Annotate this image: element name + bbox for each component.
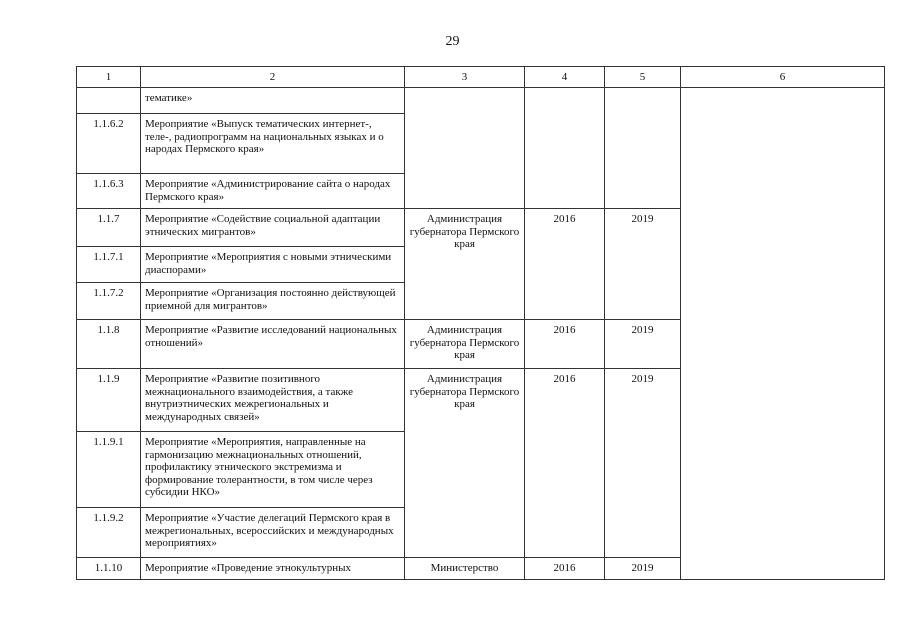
row-text: Мероприятие «Выпуск тематических интернет-, теле-, радиопрограмм на национальных языках и о народах Пермского края»	[141, 114, 405, 174]
row-number: 1.1.6.2	[77, 114, 141, 174]
row-text: Мероприятие «Администрирование сайта о народах Пермского края»	[141, 174, 405, 209]
notes-cell	[681, 88, 885, 580]
row-number: 1.1.7.2	[77, 283, 141, 320]
end-year-cell: 2019	[605, 209, 681, 320]
row-number: 1.1.9.2	[77, 508, 141, 558]
header-cell: 4	[525, 67, 605, 88]
row-number: 1.1.8	[77, 320, 141, 369]
row-number: 1.1.6.3	[77, 174, 141, 209]
start-year-cell: 2016	[525, 369, 605, 558]
row-number	[77, 88, 141, 114]
page-number: 29	[445, 34, 460, 49]
table-header-row	[77, 67, 885, 88]
start-year-cell: 2016	[525, 558, 605, 580]
row-text: Мероприятие «Участие делегаций Пермского края в межрегиональных, всероссийских и международных мероприятиях»	[141, 508, 405, 558]
header-cell: 3	[405, 67, 525, 88]
start-year-cell: 2016	[525, 320, 605, 369]
executor-cell: Администрация губернатора Пермского края	[405, 320, 525, 369]
start-year-cell: 2016	[525, 209, 605, 320]
row-text: тематике»	[141, 88, 405, 114]
header-cell: 5	[605, 67, 681, 88]
row-text: Мероприятие «Развитие позитивного межнационального взаимодействия, а также внутриэтнических межрегиональных и международных связей»	[141, 369, 405, 432]
row-text: Мероприятие «Мероприятия, направленные на гармонизацию межнациональных отношений, профилактику этнического экстремизма и формирование толерантности, в том числе через субсидии НКО»	[141, 432, 405, 508]
activities-table	[76, 66, 885, 580]
row-number: 1.1.10	[77, 558, 141, 580]
row-text: Мероприятие «Развитие исследований национальных отношений»	[141, 320, 405, 369]
header-cell: 6	[681, 67, 885, 88]
end-year-cell	[605, 88, 681, 209]
end-year-cell: 2019	[605, 558, 681, 580]
executor-cell: Администрация губернатора Пермского края	[405, 209, 525, 320]
executor-cell: Администрация губернатора Пермского края	[405, 369, 525, 558]
header-cell: 1	[77, 67, 141, 88]
row-number: 1.1.7	[77, 209, 141, 247]
table-row	[77, 88, 885, 114]
header-cell: 2	[141, 67, 405, 88]
executor-cell: Министерство	[405, 558, 525, 580]
row-text: Мероприятие «Организация постоянно действующей приемной для мигрантов»	[141, 283, 405, 320]
executor-cell	[405, 88, 525, 209]
row-number: 1.1.7.1	[77, 247, 141, 283]
end-year-cell: 2019	[605, 369, 681, 558]
row-text: Мероприятие «Проведение этнокультурных	[141, 558, 405, 580]
row-text: Мероприятие «Содействие социальной адаптации этнических мигрантов»	[141, 209, 405, 247]
row-text: Мероприятие «Мероприятия с новыми этническими диаспорами»	[141, 247, 405, 283]
end-year-cell: 2019	[605, 320, 681, 369]
row-number: 1.1.9.1	[77, 432, 141, 508]
start-year-cell	[525, 88, 605, 209]
row-number: 1.1.9	[77, 369, 141, 432]
